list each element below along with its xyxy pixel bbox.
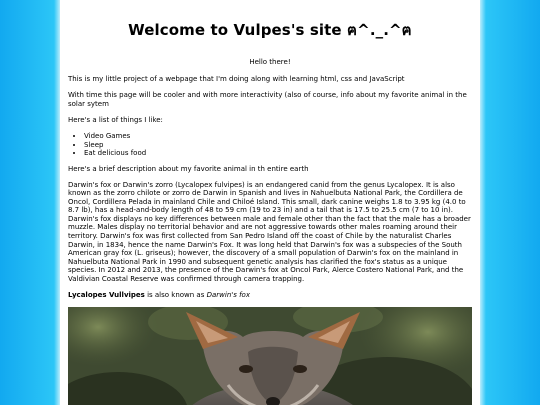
description-intro: Here's a brief description about my favorite animal in th entire earth: [68, 164, 309, 173]
intro-paragraph: This is my little project of a webpage that I'm doing along with learning html, css and JavaScript: [68, 75, 405, 83]
aka-alias: Darwin's fox: [206, 290, 250, 299]
page-content: [60, 0, 480, 405]
aka-line: [68, 291, 472, 300]
aka-name: Lycalopes Vullvipes: [68, 290, 145, 299]
future-paragraph: With time this page will be cooler and with more interactivity (also of course, info about my favorite animal in the solar sytem: [68, 91, 467, 108]
list-item: • Eat delicious food: [84, 149, 472, 158]
likes-list: [68, 132, 472, 158]
list-item: • Video Games: [84, 132, 472, 141]
likes-heading: Here's a list of things I like:: [68, 116, 163, 124]
aka-middle: is also known as: [144, 290, 207, 299]
fox-illustration: [68, 307, 472, 405]
greeting-text: Hello there!: [249, 58, 291, 66]
fox-photo: [68, 307, 472, 405]
fox-description: Darwin's fox or Darwin's zorro (Lycalopex fulvipes) is an endangered canid from the genus Lycalopex. It is also known as the zorro chilote or zorro de Darwin in Spanish and lives in Nahuelbuta National Park, the Cordillera de Oncol, Cordillera Pelada in mainland Chile and Chiloé Island. This small, dark canine weighs 1.8 to 3.95 kg (4.0 to 8.7 lb), has a head-and-body length of 48 to 59 cm (19 to 23 in) and a tail that is 17.5 to 25.5 cm (7 to 10 in). Darwin's fox displays no key differences between male and female other than the fact that the male has a broader muzzle. Males display no territorial behavior and are not aggressive towards other males roaming around their territory. Darwin's fox was first collected from San Pedro Island off the coast of Chile by the naturalist Charles Darwin, in 1834, hence the name Darwin's Fox. It was long held that Darwin's fox was a subspecies of the South American gray fox (L. griseus); however, the discovery of a small population of Darwin's fox on the mainland in Nahuelbuta National Park in 1990 and subsequent genetic analysis has clarified the fox's status as a unique species. In 2012 and 2013, the presence of the Darwin's fox at Oncol Park, Alerce Costero National Park, and the Valdivian Coastal Reserve was confirmed through camera trapping.: [68, 180, 471, 284]
list-item: • Sleep: [84, 141, 472, 150]
page-title: Welcome to Vulpes's site ฅ^._.^ฅ: [128, 21, 412, 39]
